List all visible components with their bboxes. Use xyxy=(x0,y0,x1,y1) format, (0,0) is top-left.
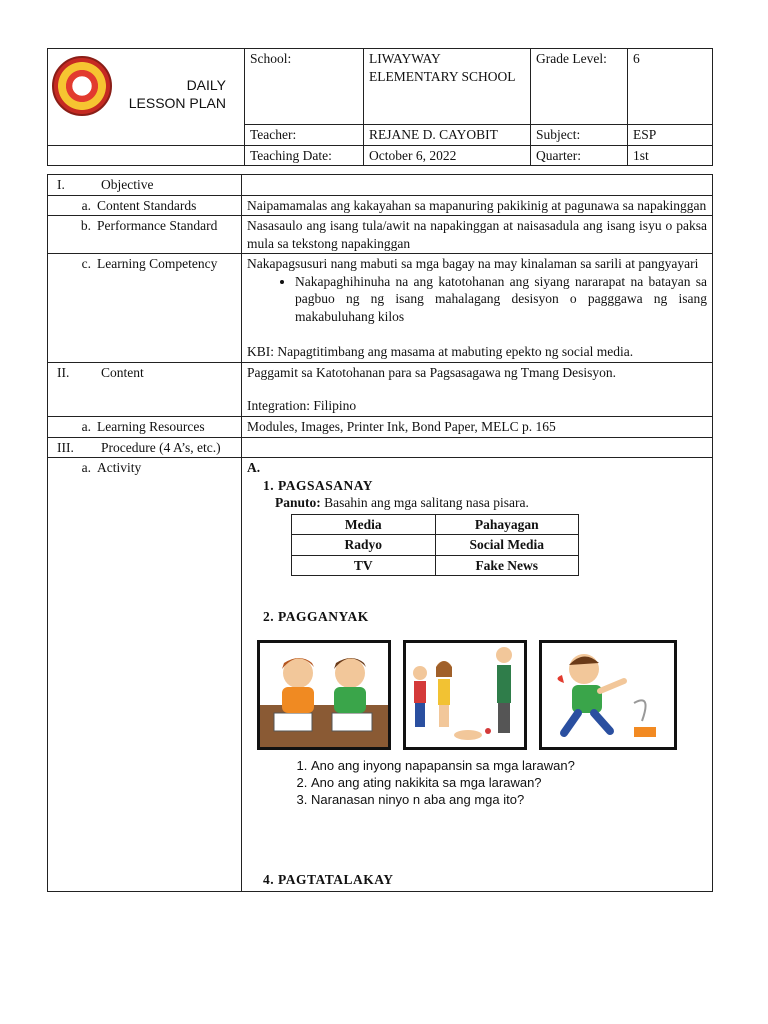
questions-list xyxy=(291,758,707,809)
panuto-label: Panuto: xyxy=(275,495,321,511)
row-objective xyxy=(48,175,713,196)
quarter-label: Quarter: xyxy=(531,145,628,166)
quarter-value: 1st xyxy=(628,145,713,166)
pagganyak-heading: 2. PAGGANYAK xyxy=(263,609,369,625)
kbi-text: KBI: Napagtitimbang ang masama at mabuting epekto ng social media. xyxy=(247,344,634,360)
learning-resources-label: Learning Resources xyxy=(97,419,205,435)
subject-value: ESP xyxy=(628,125,713,146)
competency-bullet: • Nakapaghihinuha na ang katotohanan ang siyang nararapat na batayan sa pagbuo ng ng isang mahalagang desisyon o pagggawa ng isang makabuluhang kilos xyxy=(295,273,707,326)
row-activity: a. Activity A. 1. PAGSASANAY Panuto: Basahin ang mga salitang nasa pisara. Media Pahayagan Radyo Social Media TV Fake News 2. PAGGANYAK 1. Ano ang inyong napapansin sa mga larawan? 2. Ano ang ating nakikita sa mga larawan? 3. Naranasan ninyo n aba ang mga ito? 4. PAGTATALAKAY xyxy=(48,458,713,892)
date-label: Teaching Date: xyxy=(245,145,364,166)
image-strip xyxy=(257,640,707,752)
row-performance-standard: b. Performance Standard Nasasaulo ang isang tula/awit na napakinggan at naisasadula ang isang isyu o paksa mula sa tekstong napakinggan xyxy=(48,216,713,254)
row-learning-resources: a. Learning Resources Modules, Images, Printer Ink, Bond Paper, MELC p. 165 xyxy=(48,417,713,438)
panuto-text: Basahin ang mga salitang nasa pisara. xyxy=(324,495,529,511)
words-table xyxy=(291,514,579,577)
row-procedure: III. Procedure (4 A’s, etc.) xyxy=(48,437,713,458)
school-value: LIWAYWAY ELEMENTARY SCHOOL xyxy=(364,49,531,125)
content-label: Content xyxy=(101,364,144,380)
question-item: 2. Ano ang ating nakikita sa mga larawan? xyxy=(311,775,707,792)
header-table xyxy=(47,48,713,166)
word-cell: Pahayagan xyxy=(435,514,579,535)
child-running-image xyxy=(539,640,677,750)
grade-value: 6 xyxy=(628,49,713,125)
row-content-standards: a. Content Standards Naipamamalas ang kakayahan sa mapanuring pakikinig at pagunawa sa napakinggan xyxy=(48,195,713,216)
learning-competency-label: Learning Competency xyxy=(97,256,218,272)
objective-number: I. xyxy=(57,177,65,192)
title-line-2: LESSON PLAN xyxy=(128,95,226,112)
procedure-label: Procedure (4 A’s, etc.) xyxy=(101,439,221,455)
students-writing-image xyxy=(257,640,391,750)
people-standing-image xyxy=(403,640,527,750)
word-cell: TV xyxy=(292,555,436,576)
title-line-1: DAILY xyxy=(186,77,226,93)
word-cell: Radyo xyxy=(292,535,436,556)
row-content: II. Content Paggamit sa Katotohanan para sa Pagsasagawa ng Tmang Desisyon. Integration: Filipino xyxy=(48,362,713,416)
learning-competency-text: Nakapagsusuri nang mabuti sa mga bagay na may kinalaman sa sarili at pangyayari xyxy=(247,256,699,272)
performance-standard-text: Nasasaulo ang isang tula/awit na napakinggan at naisasadula ang isang isyu o paksa mula sa tekstong napakinggan xyxy=(242,216,713,254)
content-text: Paggamit sa Katotohanan para sa Pagsasagawa ng Tmang Desisyon. xyxy=(247,364,617,380)
activity-label: Activity xyxy=(97,460,142,476)
teacher-value: REJANE D. CAYOBIT xyxy=(364,125,531,146)
content-standards-text: Naipamamalas ang kakayahan sa mapanuring pakikinig at pagunawa sa napakinggan xyxy=(242,195,713,216)
grade-label: Grade Level: xyxy=(531,49,628,125)
content-standards-label: Content Standards xyxy=(97,197,197,213)
integration-text: Integration: Filipino xyxy=(247,398,357,414)
row-learning-competency: c. Learning Competency Nakapagsusuri nang mabuti sa mga bagay na may kinalaman sa sarili at pangyayari • Nakapaghihinuha na ang katotohanan ang siyang nararapat na batayan sa pagbuo ng ng isang mahalagang desisyon o pagggawa ng isang makabuluhang kilos KBI: Napagtitimbang ang masama at mabuting epekto ng social media. xyxy=(48,254,713,363)
objective-label: Objective xyxy=(101,177,154,192)
teacher-label: Teacher: xyxy=(245,125,364,146)
word-cell: Fake News xyxy=(435,555,579,576)
competency-bullet-list xyxy=(283,273,707,326)
pagsasanay-heading: 1. PAGSASANAY xyxy=(263,477,374,493)
subject-label: Subject: xyxy=(531,125,628,146)
activity-letter: A. xyxy=(247,460,261,476)
question-item: 1. Ano ang inyong napapansin sa mga larawan? xyxy=(311,758,707,775)
pagtatalakay-heading: 4. PAGTATALAKAY xyxy=(263,871,394,887)
question-item: 3. Naranasan ninyo n aba ang mga ito? xyxy=(311,792,707,809)
learning-resources-text: Modules, Images, Printer Ink, Bond Paper, MELC p. 165 xyxy=(242,417,713,438)
performance-standard-label: Performance Standard xyxy=(97,218,218,234)
lesson-plan-table xyxy=(47,174,713,892)
date-value: October 6, 2022 xyxy=(364,145,531,166)
school-label: School: xyxy=(245,49,364,125)
word-cell: Social Media xyxy=(435,535,579,556)
panuto xyxy=(275,494,707,512)
word-cell: Media xyxy=(292,514,436,535)
